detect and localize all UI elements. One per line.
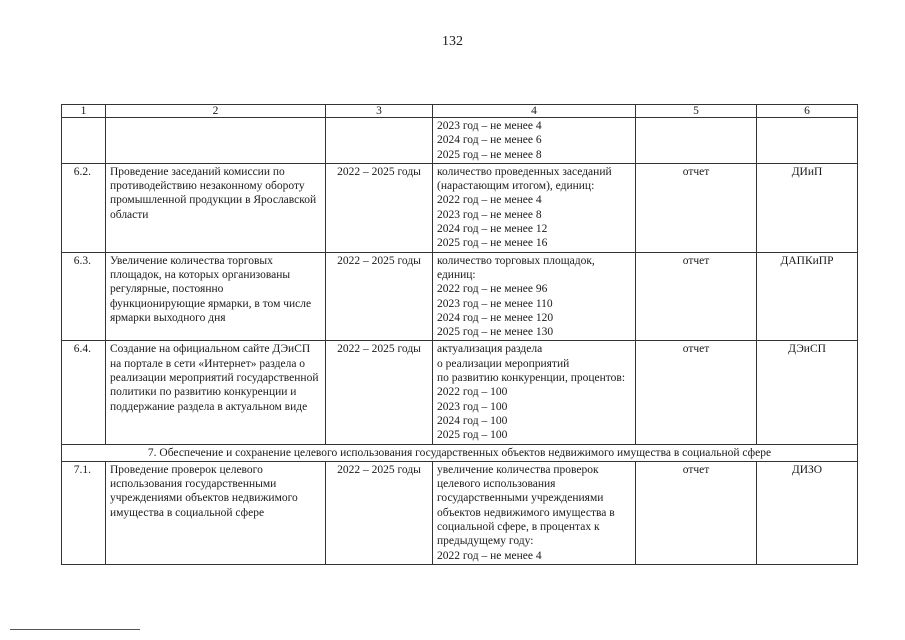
table-row — [62, 341, 858, 444]
activity-cell: Проведение проверок целевого использования государственными учреждениями объектов недвижимого имущества в социальной сфере — [106, 461, 326, 564]
section-heading-row — [62, 444, 858, 461]
form-cell: отчет — [636, 252, 757, 341]
indicators-cell: увеличение количества проверок целевого использования государственными учреждениями объектов недвижимого имущества в социальной сфере, в процентах к предыдущему году: 2022 год – не менее 4 — [433, 461, 636, 564]
table-row — [62, 252, 858, 341]
row-number: 6.4. — [62, 341, 106, 444]
activity-cell: Увеличение количества торговых площадок, на которых организованы регулярные, постоянно функционирующие ярмарки, в том числе ярмарки выходного дня — [106, 252, 326, 341]
header-cell-4: 4 — [433, 105, 636, 118]
indicators-cell: количество торговых площадок, единиц: 2022 год – не менее 96 2023 год – не менее 110 2024 год – не менее 120 2025 год – не менее 130 — [433, 252, 636, 341]
header-cell-2: 2 — [106, 105, 326, 118]
table-header-row — [62, 105, 858, 118]
executor-cell: ДЭиСП — [757, 341, 858, 444]
indicators-cell: 2023 год – не менее 4 2024 год – не менее 6 2025 год – не менее 8 — [433, 118, 636, 164]
form-cell: отчет — [636, 461, 757, 564]
period-cell: 2022 – 2025 годы — [326, 341, 433, 444]
header-cell-6: 6 — [757, 105, 858, 118]
form-cell: отчет — [636, 341, 757, 444]
indicators-cell: количество проведенных заседаний (нарастающим итогом), единиц: 2022 год – не менее 4 2023 год – не менее 8 2024 год – не менее 12 2025 год – не менее 16 — [433, 163, 636, 252]
header-cell-5: 5 — [636, 105, 757, 118]
row-number: 6.3. — [62, 252, 106, 341]
section-heading: 7. Обеспечение и сохранение целевого использования государственных объектов недвижимого имущества в социальной сфере — [62, 444, 858, 461]
indicators-cell: актуализация раздела о реализации мероприятий по развитию конкуренции, процентов: 2022 год – 100 2023 год – 100 2024 год – 100 2025 год – 100 — [433, 341, 636, 444]
header-cell-3: 3 — [326, 105, 433, 118]
measures-table — [61, 104, 858, 565]
table-row — [62, 461, 858, 564]
table-row — [62, 163, 858, 252]
form-cell: отчет — [636, 163, 757, 252]
period-cell: 2022 – 2025 годы — [326, 461, 433, 564]
activity-cell: Проведение заседаний комиссии по противодействию незаконному обороту промышленной продукции в Ярославской области — [106, 163, 326, 252]
footer-rule — [10, 629, 140, 630]
executor-cell: ДАПКиПР — [757, 252, 858, 341]
executor-cell: ДИиП — [757, 163, 858, 252]
row-number: 7.1. — [62, 461, 106, 564]
row-number: 6.2. — [62, 163, 106, 252]
executor-cell: ДИЗО — [757, 461, 858, 564]
header-cell-1: 1 — [62, 105, 106, 118]
table-row-continued — [62, 118, 858, 164]
period-cell: 2022 – 2025 годы — [326, 163, 433, 252]
activity-cell: Создание на официальном сайте ДЭиСП на портале в сети «Интернет» раздела о реализации мероприятий государственной политики по развитию конкуренции и поддержание раздела в актуальном виде — [106, 341, 326, 444]
period-cell: 2022 – 2025 годы — [326, 252, 433, 341]
page-number: 132 — [442, 34, 463, 49]
